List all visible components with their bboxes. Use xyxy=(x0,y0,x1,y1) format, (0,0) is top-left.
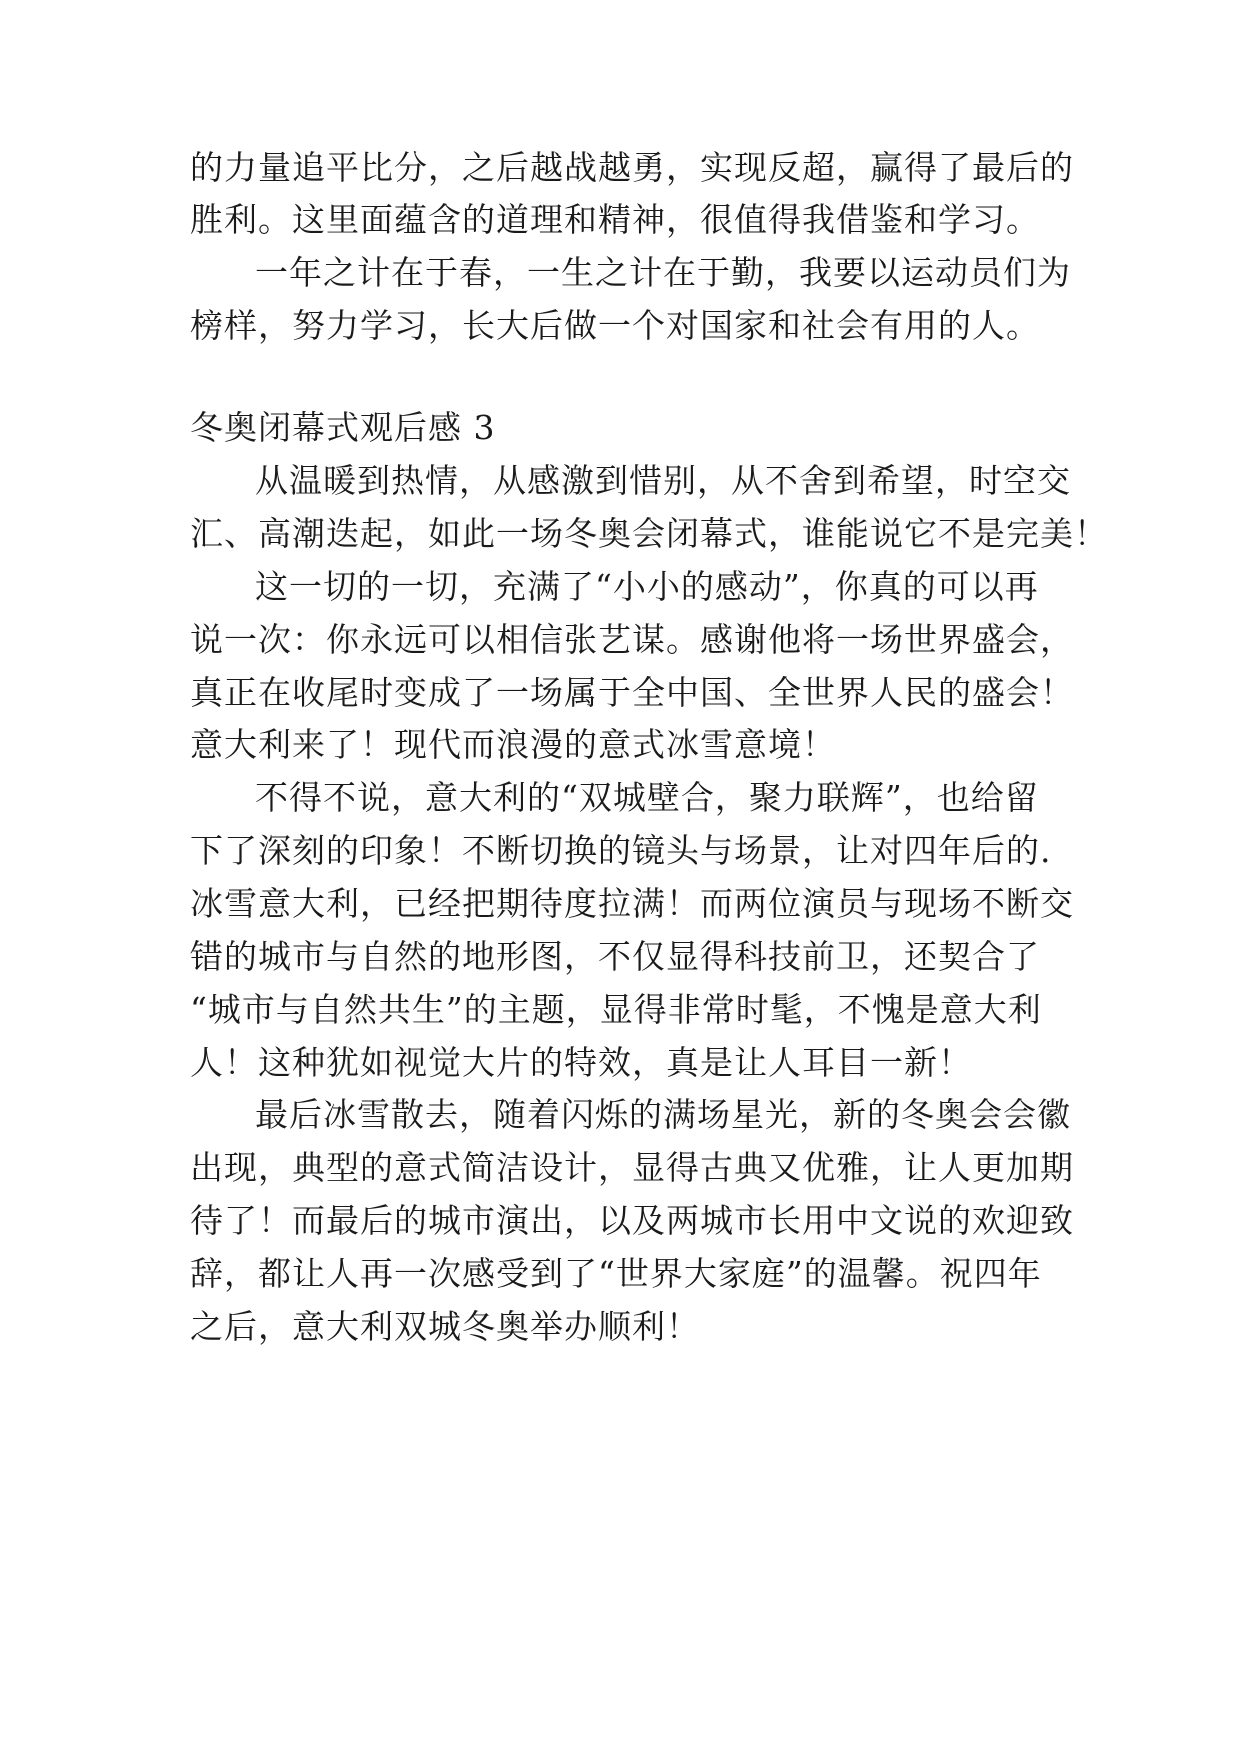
text-line: 一年之计在于春，一生之计在于勤，我要以运动员们为 xyxy=(255,253,1071,292)
text-line: 辞，都让人再一次感受到了“世界大家庭”的温馨。祝四年 xyxy=(190,1254,1042,1293)
text-line: 真正在收尾时变成了一场属于全中国、全世界人民的盛会！ xyxy=(190,673,1074,712)
text-line: 说一次：你永远可以相信张艺谋。感谢他将一场世界盛会， xyxy=(190,620,1074,659)
text-line: 出现，典型的意式简洁设计，显得古典又优雅，让人更加期 xyxy=(190,1148,1074,1187)
text-line: “城市与自然共生”的主题，显得非常时髦，不愧是意大利 xyxy=(190,990,1042,1029)
text-line: 下了深刻的印象！不断切换的镜头与场景，让对四年后的. xyxy=(190,831,1052,870)
text-line: 人！这种犹如视觉大片的特效，真是让人耳目一新！ xyxy=(190,1043,972,1082)
text-line: 榜样，努力学习，长大后做一个对国家和社会有用的人。 xyxy=(190,306,1040,345)
text-line: 最后冰雪散去，随着闪烁的满场星光，新的冬奥会会徽 xyxy=(255,1095,1071,1134)
text-line: 胜利。这里面蕴含的道理和精神，很值得我借鉴和学习。 xyxy=(190,200,1040,239)
text-line: 不得不说，意大利的“双城壁合，聚力联辉”，也给留 xyxy=(255,778,1039,817)
text-line: 待了！而最后的城市演出，以及两城市长用中文说的欢迎致 xyxy=(190,1201,1074,1240)
text-line: 错的城市与自然的地形图，不仅显得科技前卫，还契合了 xyxy=(190,937,1040,976)
section-title: 冬奥闭幕式观后感 3 xyxy=(190,408,496,447)
text-line: 之后，意大利双城冬奥举办顺利！ xyxy=(190,1307,700,1346)
text-line: 冰雪意大利，已经把期待度拉满！而两位演员与现场不断交 xyxy=(190,884,1074,923)
text-line: 从温暖到热情，从感激到惜别，从不舍到希望，时空交 xyxy=(255,461,1071,500)
text-line: 的力量追平比分，之后越战越勇，实现反超，赢得了最后的 xyxy=(190,148,1074,187)
text-line: 意大利来了！现代而浪漫的意式冰雪意境！ xyxy=(190,725,836,764)
text-line: 汇、高潮迭起，如此一场冬奥会闭幕式，谁能说它不是完美！ xyxy=(190,514,1108,553)
text-line: 这一切的一切，充满了“小小的感动”，你真的可以再 xyxy=(255,567,1039,606)
